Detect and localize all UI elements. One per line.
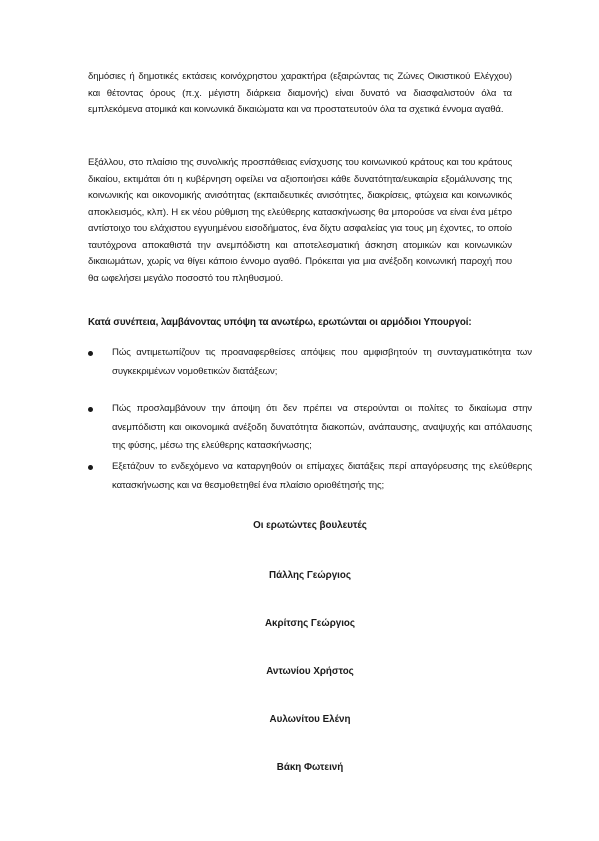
signatory-name: Πάλλης Γεώργιος <box>269 570 351 581</box>
paragraph-1: δημόσιες ή δημοτικές εκτάσεις κοινόχρηστου χαρακτήρα (εξαιρώντας τις Ζώνες Οικιστικού Ελέγχου) και θέτοντας όρους (π.χ. μέγιστη διάρκεια διαμονής) είναι δυνατό να διασφαλιστούν όλα τα εμπλεκόμενα ατομικά και κοινωνικά δικαιώματα και να προστατευτούν όλα τα σχετικά έννομα αγαθά. <box>88 71 512 115</box>
questions-intro: Κατά συνέπεια, λαμβάνοντας υπόψη τα ανωτέρω, ερωτώνται οι αρμόδιοι Υπουργοί: <box>88 317 472 328</box>
paragraph-2: Εξάλλου, στο πλαίσιο της συνολικής προσπάθειας ενίσχυσης του κοινωνικού κράτους και του κράτους δικαίου, εκτιμάται ότι η κυβέρνηση οφείλει να αξιοποιήσει κάθε δυνατότητα/ευκαιρία εξομάλυνσης της κοινωνικής και οικονομικής ανισότητας (εκπαιδευτικές ανισότητες, διακρίσεις, φτώχεια και κοινωνικός αποκλεισμός, κλπ). Η εκ νέου ρύθμιση της ελεύθερης κατασκήνωσης θα μπορούσε να είναι ένα μέτρο αντίστοιχο του ελάχιστου εγγυημένου εισοδήματος, ένα δίχτυ ασφαλείας για τους μη έχοντες, το οποίο ταυτόχρονα αποκαθιστά την ανεμπόδιστη και αποτελεσματική άσκηση ατομικών και κοινωνικών δικαιωμάτων, χωρίς να θίγει κάποιο έννομο αγαθό. Πρόκειται για μια ανέξοδη κοινωνική παροχή που θα ωφελήσει μεγάλο ποσοστό του πληθυσμού. <box>88 157 512 284</box>
signatory-name: Βάκη Φωτεινή <box>276 762 344 773</box>
signatory-name: Αυλωνίτου Ελένη <box>269 714 351 725</box>
bullet-icon <box>88 351 93 356</box>
question-text: Πώς αντιμετωπίζουν τις προαναφερθείσες απόψεις που αμφισβητούν τη συνταγματικότητα των συγκεκριμένων νομοθετικών διατάξεων; <box>112 347 532 377</box>
signatory-name: Ακρίτσης Γεώργιος <box>264 618 356 629</box>
signatory-name: Αντωνίου Χρήστος <box>266 666 354 677</box>
bullet-icon <box>88 407 93 412</box>
question-text: Πώς προσλαμβάνουν την άποψη ότι δεν πρέπει να στερούνται οι πολίτες το δικαίωμα στην ανεμπόδιστη και οικονομικά ανέξοδη δυνατότητα διακοπών, ανάπαυσης, αναψυχής και απόλαυσης της φύσης, μέσω της ελεύθερης κατασκήνωσης; <box>112 403 532 451</box>
question-text: Εξετάζουν το ενδεχόμενο να καταργηθούν οι επίμαχες διατάξεις περί απαγόρευσης της ελεύθερης κατασκήνωσης και να θεσμοθετηθεί ένα πλαίσιο οριοθέτησής της; <box>112 461 532 491</box>
signatories-heading: Οι ερωτώντες βουλευτές <box>253 520 367 531</box>
bullet-icon <box>88 465 93 470</box>
